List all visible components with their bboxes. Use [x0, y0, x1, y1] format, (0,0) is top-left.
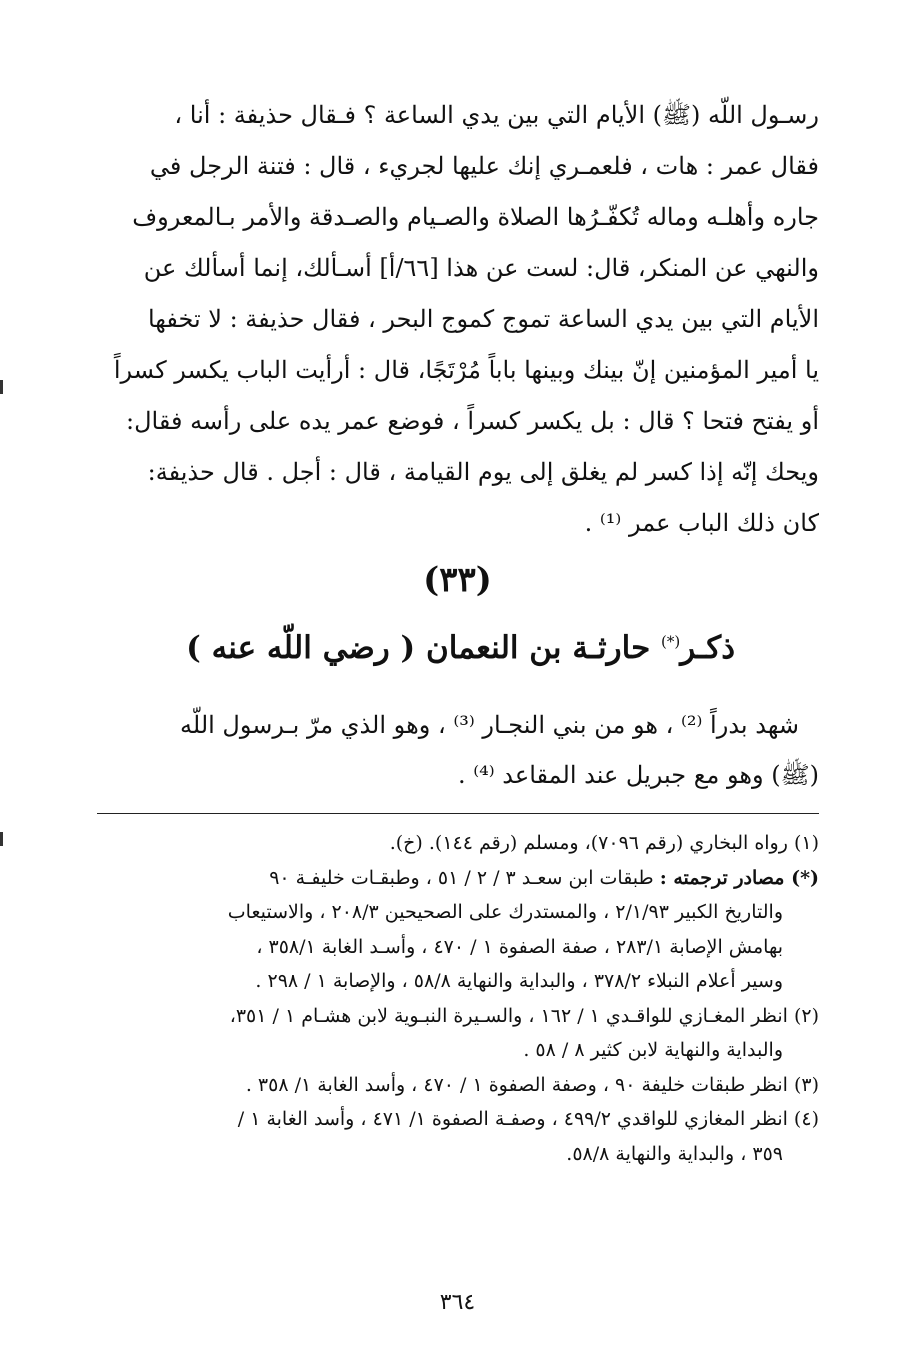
footnote-2 — [97, 999, 819, 1068]
footnotes — [97, 826, 819, 1171]
section-title-prefix: ذكـر — [680, 630, 735, 666]
text-line: الأيام التي بين يدي الساعة تموج كموج البحر ، فقال حذيفة : لا تخفها — [147, 305, 819, 333]
text-line: والنهي عن المنكر، قال: لست عن هذا [٦٦/أ] أسـألك، إنما أسألك عن — [143, 254, 819, 282]
text-line: ويحك إنّه إذا كسر لم يغلق إلى يوم القيامة ، قال : أجل . قال حذيفة: — [147, 458, 819, 486]
main-text-block — [97, 90, 819, 549]
section-title — [186, 630, 735, 666]
footnote-line: (٢) انظر المغـازي للواقـدي ١ / ١٦٢ ، والسـيرة النبـوية لابن هشـام ١ / ٣٥١، — [229, 1004, 819, 1027]
text-line: (ﷺ) وهو مع جبريل عند المقاعد ⁽⁴⁾ . — [457, 761, 819, 789]
text-line: رسـول اللّه (ﷺ) الأيام التي بين يدي الساعة ؟ فـقال حذيفة : أنا ، — [174, 101, 819, 129]
chapter-number: (٣٣) — [423, 560, 492, 600]
page-number: ٣٦٤ — [439, 1290, 476, 1315]
footnote-1 — [97, 826, 819, 861]
footnote-text: طبقات ابن سعـد ٣ / ٢ / ٥١ ، وطبقـات خليفـة ٩٠ — [269, 866, 660, 889]
footnote-3 — [97, 1068, 819, 1103]
footnote-line: والتاريخ الكبير ٢/١/٩٣ ، والمستدرك على الصحيحين ٢٠٨/٣ ، والاستيعاب — [227, 901, 783, 923]
text-line: كان ذلك الباب عمر ⁽¹⁾ . — [584, 509, 819, 537]
text-line: شهد بدراً ⁽²⁾ ، هو من بني النجـار ⁽³⁾ ، وهو الذي مرّ بـرسول اللّه — [180, 711, 799, 739]
footnote-line: والبداية والنهاية لابن كثير ٨ / ٥٨ . — [523, 1039, 783, 1061]
scan-edge-mark — [0, 832, 3, 846]
text-line: يا أمير المؤمنين إنّ بينك وبينها باباً مُرْتَجًا، قال : أرأيت الباب يكسر كسراً — [113, 356, 819, 384]
footnote-line: (٣) انظر طبقات خليفة ٩٠ ، وصفة الصفوة ١ / ٤٧٠ ، وأسد الغابة ١/ ٣٥٨ . — [245, 1073, 819, 1096]
footnote-line: ٣٥٩ ، والبداية والنهاية ٥٨/٨. — [566, 1142, 783, 1165]
footnote-line: وسير أعلام النبلاء ٣٧٨/٢ ، والبداية والنهاية ٥٨/٨ ، والإصابة ١ / ٢٩٨ . — [255, 970, 783, 992]
text-line: أو يفتح فتحا ؟ قال : بل يكسر كسراً ، فوضع عمر يده على رأسه فقال: — [125, 407, 819, 435]
footnote-sources — [97, 861, 819, 999]
footnote-line: (١) رواه البخاري (رقم ٧٠٩٦)، ومسلم (رقم ١٤٤). (خ). — [389, 832, 819, 854]
title-note-marker: (*) — [661, 632, 681, 651]
footnote-4 — [97, 1102, 819, 1171]
text-line: فقال عمر : هات ، فلعمـري إنك عليها لجريء ، قال : فتنة الرجل في — [149, 152, 819, 180]
section-title-text: حارثـة بن النعمان ( رضي اللّه عنه ) — [186, 630, 662, 666]
footnote-line: (٤) انظر المغازي للواقدي ٤٩٩/٢ ، وصفـة الصفوة ١/ ٤٧١ ، وأسد الغابة ١ / — [237, 1108, 819, 1130]
footnote-divider — [97, 813, 819, 814]
footnote-line: بهامش الإصابة ٢٨٣/١ ، صفة الصفوة ١ / ٤٧٠ ، وأسـد الغابة ٣٥٨/١ ، — [256, 935, 783, 958]
footnote-bold-lead: (*) مصادر ترجمته : — [659, 866, 819, 889]
text-line: جاره وأهلـه وماله تُكفّـرُها الصلاة والصـيام والصـدقة والأمر بـالمعروف — [132, 203, 819, 231]
scan-edge-mark — [0, 380, 3, 394]
section-body — [97, 700, 819, 800]
footnote-line — [97, 861, 819, 896]
